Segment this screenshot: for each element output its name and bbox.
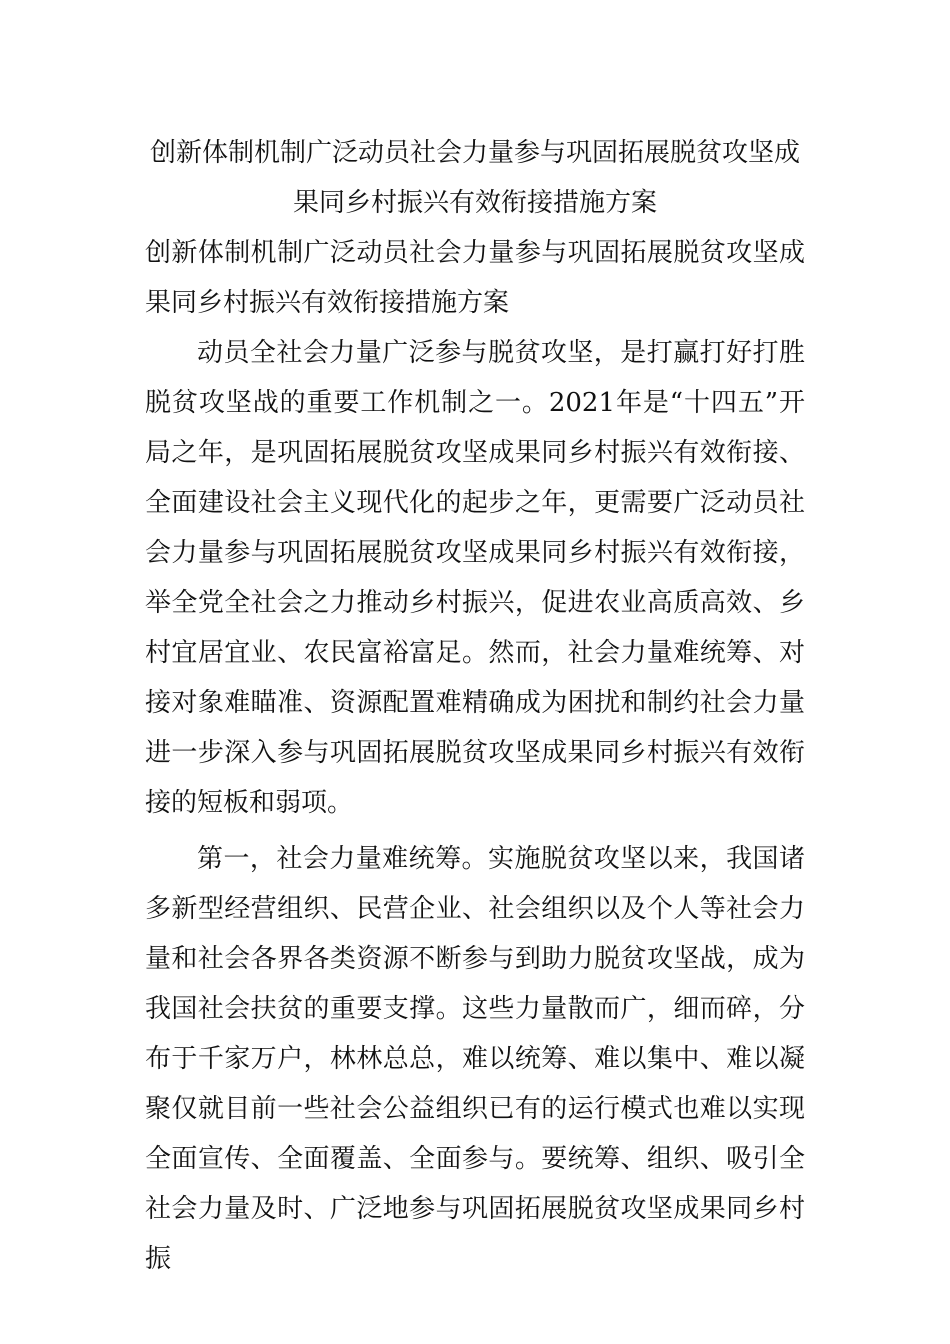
paragraph-intro: 动员全社会力量广泛参与脱贫攻坚，是打赢打好打胜脱贫攻坚战的重要工作机制之一。2021年是“十四五”开局之年，是巩固拓展脱贫攻坚成果同乡村振兴有效衔接、全面建设社会主义现代化的起步之年，更需要广泛动员社会力量参与巩固拓展脱贫攻坚成果同乡村振兴有效衔接，举全党全社会之力推动乡村振兴，促进农业高质高效、乡村宜居宜业、农民富裕富足。然而，社会力量难统筹、对接对象难瞄准、资源配置难精确成为困扰和制约社会力量进一步深入参与巩固拓展脱贫攻坚成果同乡村振兴有效衔接的短板和弱项。	[145, 338, 805, 818]
document-title: 创新体制机制广泛动员社会力量参与巩固拓展脱贫攻坚成果同乡村振兴有效衔接措施方案	[149, 138, 800, 218]
document-page	[145, 128, 805, 1284]
paragraph-first-point: 第一，社会力量难统筹。实施脱贫攻坚以来，我国诸多新型经营组织、民营企业、社会组织以及个人等社会力量和社会各界各类资源不断参与到助力脱贫攻坚战，成为我国社会扶贫的重要支撑。这些力量散而广，细而碎，分布于千家万户，林林总总，难以统筹、难以集中、难以凝聚仅就目前一些社会公益组织已有的运行模式也难以实现全面宣传、全面覆盖、全面参与。要统筹、组织、吸引全社会力量及时、广泛地参与巩固拓展脱贫攻坚成果同乡村振	[145, 844, 805, 1274]
document-subtitle: 创新体制机制广泛动员社会力量参与巩固拓展脱贫攻坚成果同乡村振兴有效衔接措施方案	[145, 238, 805, 318]
